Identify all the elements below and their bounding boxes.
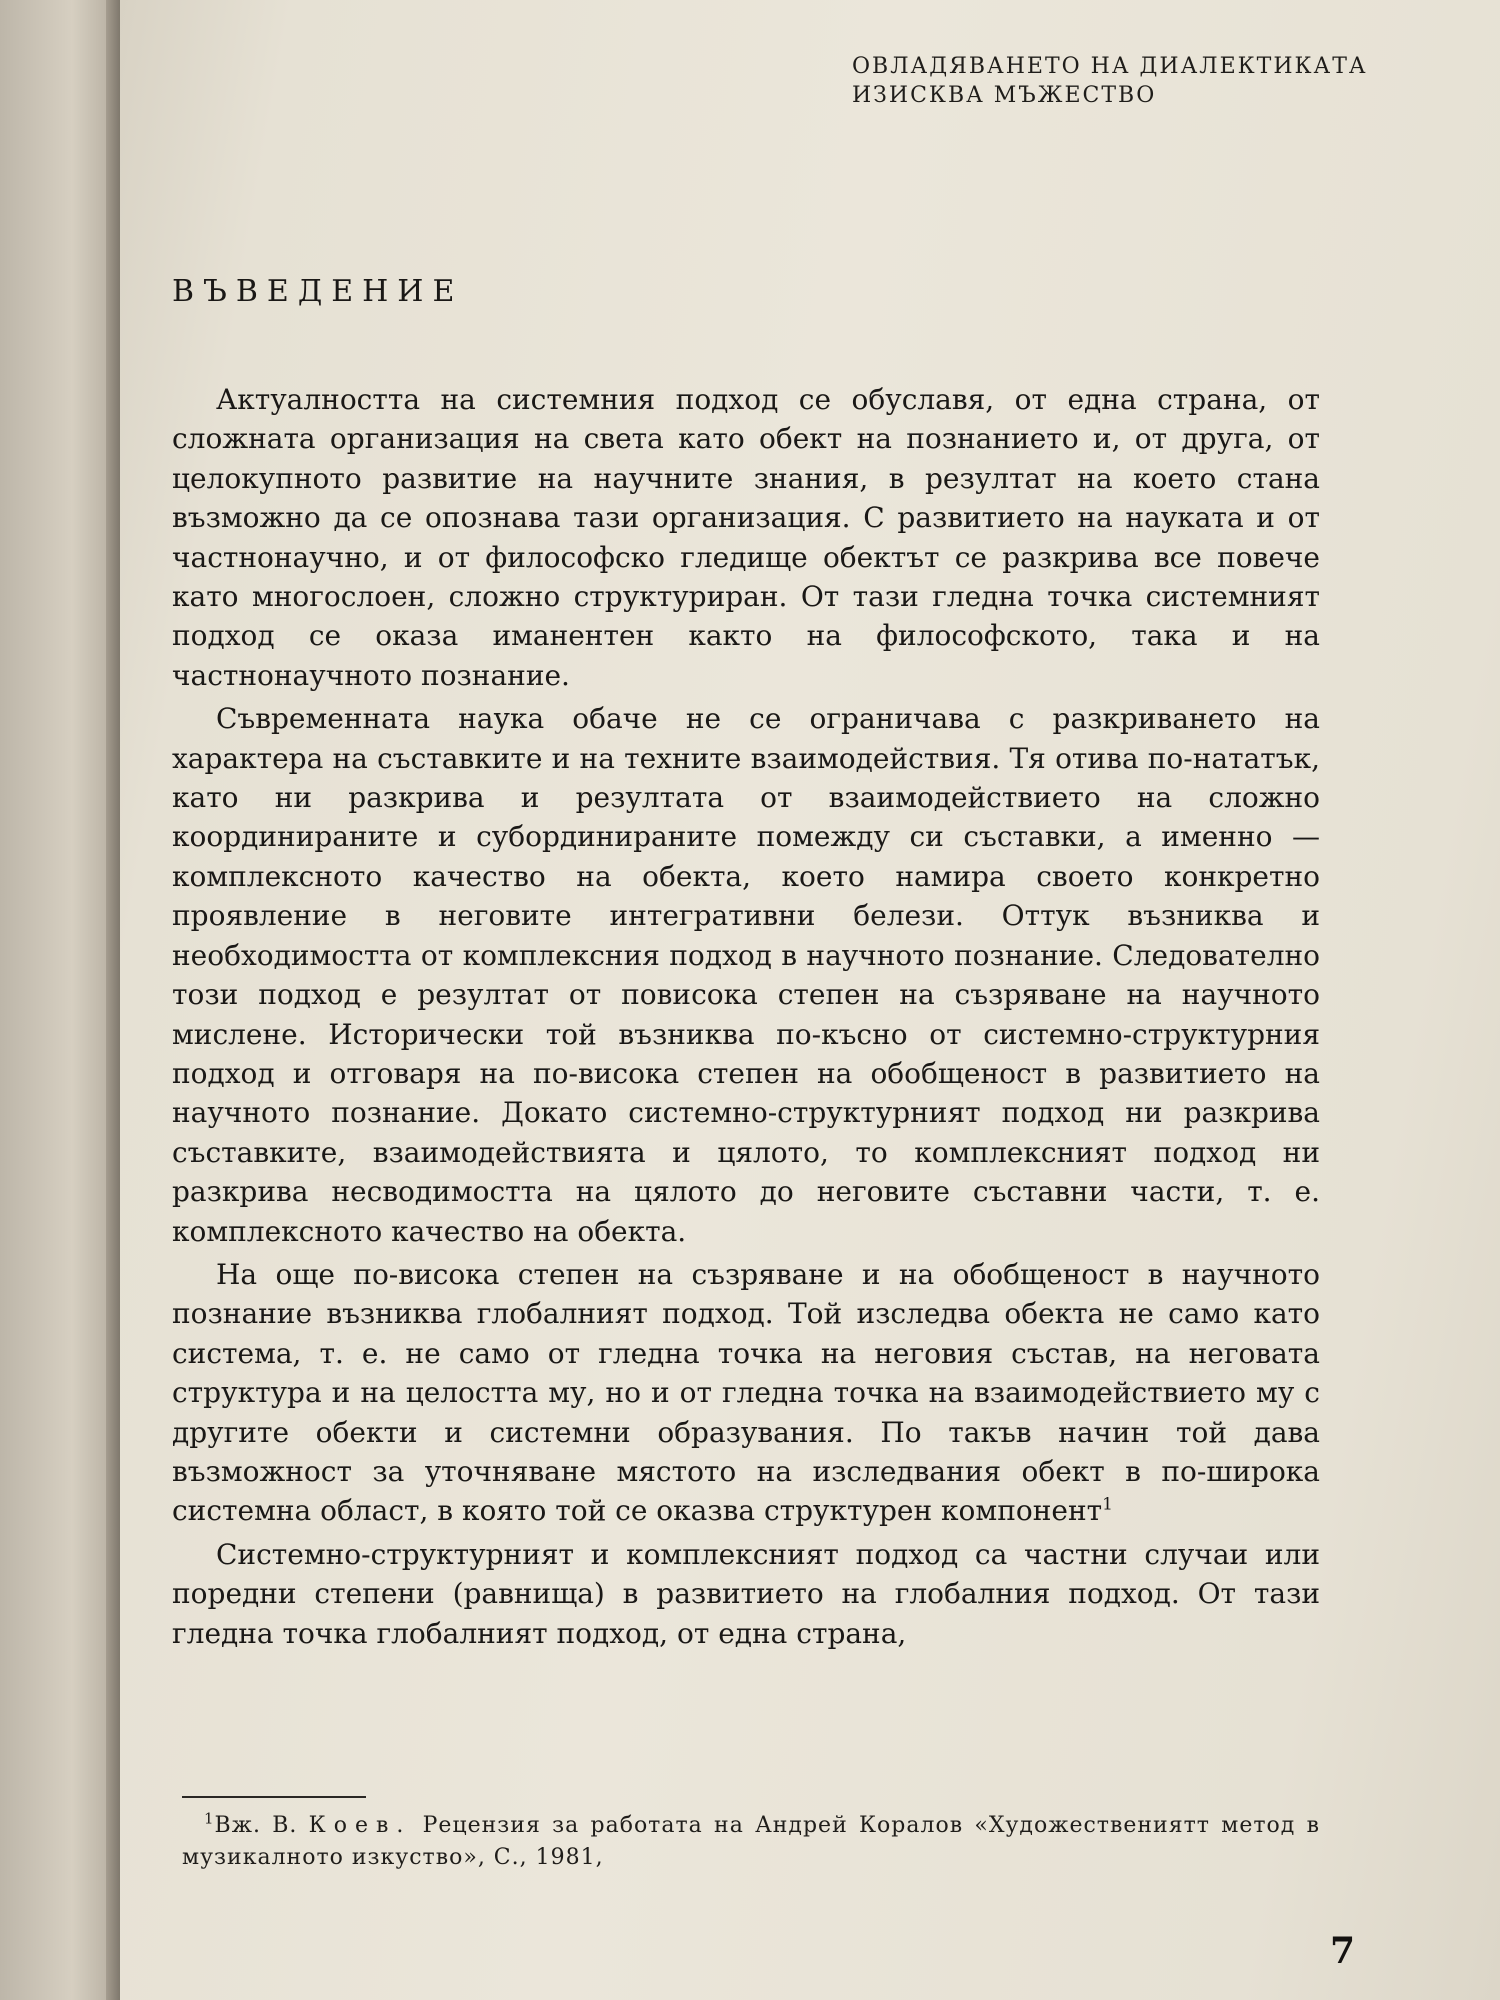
running-header xyxy=(852,52,1472,110)
running-header-line-1: ОВЛАДЯВАНЕТО НА ДИАЛЕКТИКАТА xyxy=(852,54,1368,79)
paragraph-3-text: На още по-висока степен на съзряване и на обобщеност в научното познание възниква глобалният подход. Той изследва обекта не само като система, т. е. не само от гледна точка на неговия състав, на неговата структура и на целостта му, но и от гледна точка на взаимодействието му с другите обекти и системни образувания. По такъв начин той дава възможност за уточняване мястото на изследвания обект в по-широка системна област, в която той се оказва структурен компонент xyxy=(172,1257,1320,1528)
footnote-reference: 1 xyxy=(1102,1495,1113,1516)
footnote-text: Рецензия за работата на Андрей Коралов «Художествениятт метод в музикалното изкуство», С., 1981, xyxy=(182,1813,1320,1870)
book-gutter xyxy=(106,0,120,2000)
chapter-title: ВЪВЕДЕНИЕ xyxy=(172,274,464,310)
page-number: 7 xyxy=(1330,1930,1356,1972)
facing-page-edge xyxy=(0,0,120,2000)
footnote-separator xyxy=(182,1796,366,1798)
footnote-author: Коев. xyxy=(308,1813,412,1838)
footnote-1 xyxy=(182,1810,1320,1874)
running-header-line-2: ИЗИСКВА МЪЖЕСТВО xyxy=(852,83,1157,108)
paragraph-3 xyxy=(172,1255,1320,1531)
book-page xyxy=(120,0,1500,2000)
footnotes xyxy=(182,1810,1320,1874)
footnote-prefix: Вж. В. xyxy=(214,1813,298,1838)
body-text xyxy=(172,380,1320,1657)
footnote-number: 1 xyxy=(204,1809,215,1828)
paragraph-2: Съвременната наука обаче не се ограничава с разкриването на характера на съставките и на техните взаимодействия. Тя отива по-нататък, като ни разкрива и резултата от взаимодействието на сложно координираните и субординираните помежду си съставки, а именно — комплексното качество на обекта, което намира своето конкретно проявление в неговите интегративни белези. Оттук възниква и необходимостта от комплексния подход в научното познание. Следователно този подход е резултат от повисока степен на съзряване на научното мислене. Исторически той възниква по-късно от системно-структурния подход и отговаря на по-висока степен на обобщеност в развитието на научното познание. Докато системно-структурният подход ни разкрива съставките, взаимодействията и цялото, то комплексният подход ни разкрива несводимостта на цялото до неговите съставни части, т. е. комплексното качество на обекта. xyxy=(172,702,1320,1248)
paragraph-4: Системно-структурният и комплексният подход са частни случаи или поредни степени (равнища) в развитието на глобалния подход. От тази гледна точка глобалният подход, от една страна, xyxy=(172,1537,1320,1650)
paragraph-1: Актуалността на системния подход се обуславя, от една страна, от сложната организация на света като обект на познанието и, от друга, от целокупното развитие на научните знания, в резултат на което стана възможно да се опознава тази организация. С развитието на науката и от частнонаучно, и от философско гледище обектът се разкрива все повече като многослоен, сложно структуриран. От тази гледна точка системният подход се оказа иманентен както на философското, така и на частнонаучното познание. xyxy=(172,383,1320,692)
